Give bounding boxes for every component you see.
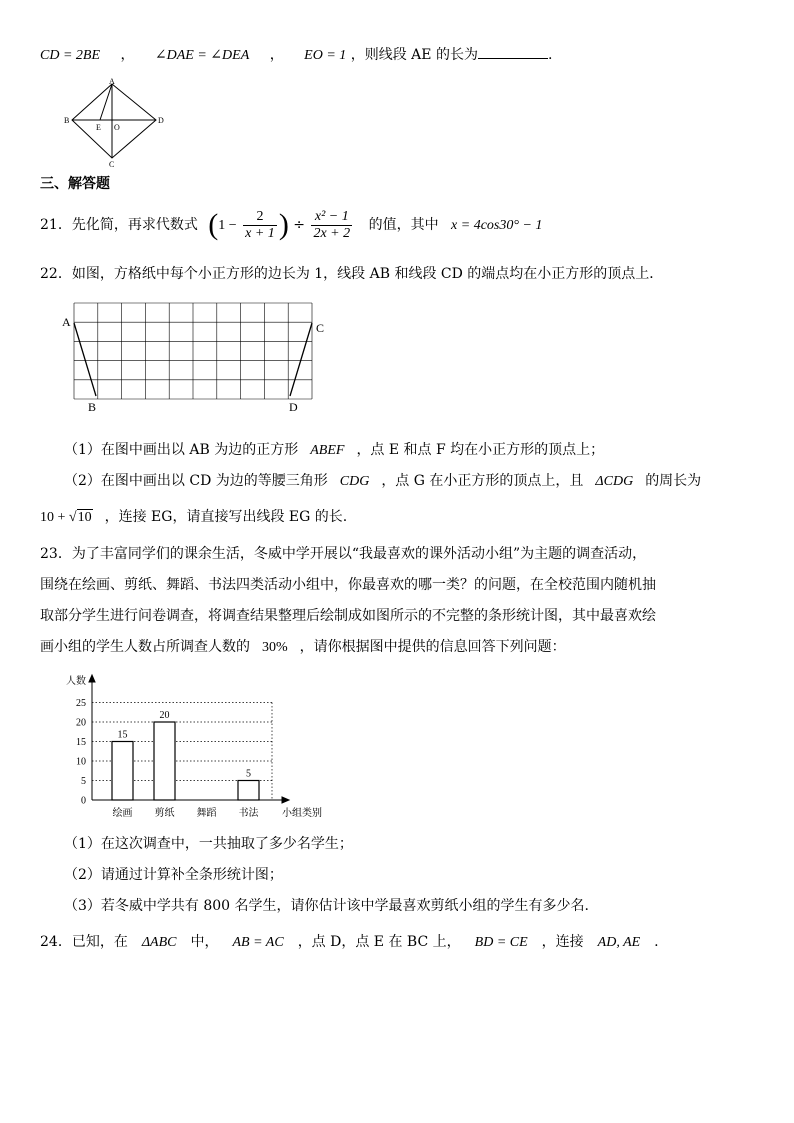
section-heading: 三、解答题 [40,176,110,192]
question-22-stem: 22．如图，方格纸中每个小正方形的边长为 1，线段 AB 和线段 CD 的端点均在小正方形的顶点上． [40,266,664,282]
q20-sep: ， [120,47,135,63]
rhombus-label: A [109,77,115,86]
q21-one-minus: 1 − [218,218,237,233]
rhombus-label: E [96,123,101,132]
bar [238,781,259,801]
q23-part-2: （2）请通过计算补全条形统计图； [64,867,283,883]
x-tick-label: 舞蹈 [196,808,217,819]
q20-condition-line [40,44,552,66]
bar-value-label: 15 [117,729,128,741]
q20-expr-eo: EO = 1 [304,48,347,63]
q23-part-1: （1）在这次调查中，一共抽取了多少名学生； [64,836,353,852]
y-axis-title: 人数 [66,676,86,687]
grid-label: A [62,315,71,329]
y-tick-label: 5 [81,776,86,787]
y-axis-arrow [89,675,95,682]
q21-divide: ÷ [293,217,305,233]
x-tick-label: 绘画 [112,808,133,819]
rhombus-label: D [158,116,164,125]
x-tick-label: 书法 [238,808,259,819]
q23-line-2: 围绕在绘画、剪纸、舞蹈、书法四类活动小组中，你最喜欢的哪一类？的问题，在全校范围内随机抽 [40,577,656,593]
bar [112,742,133,801]
q20-sep: ， [269,47,284,63]
q23-line-4: 画小组的学生人数占所调查人数的 30% ，请你根据图中提供的信息回答下列问题： [40,639,566,655]
question-24: 24．已知，在 ΔABC 中， AB = AC ，点 D，点 E 在 BC 上， BD = CE ，连接 AD, AE . [40,934,659,950]
y-tick-label: 10 [76,756,86,768]
q22-part-1: （1）在图中画出以 AB 为边的正方形 ABEF ，点 E 和点 F 均在小正方形的顶点上； [64,442,605,458]
bar [154,722,175,800]
grid-figure [60,296,340,418]
q21-text: 21．先化简，再求代数式 [40,217,198,233]
rhombus-label: B [64,116,70,125]
question-21: 21．先化简，再求代数式 (1 − $\frac{2}{x + 1}$ ) ÷ $\frac{\text{x² − 1}}{2x + 2}$ 的值，其中 x = 4cos30° − 1 [40,208,543,241]
x-tick-label: 剪纸 [154,808,175,819]
grid-label: B [88,400,97,414]
segment-cd [290,323,312,396]
x-axis-arrow [282,797,289,803]
bar-value-label: 5 [246,768,251,780]
q21-fraction-2: $\frac{\text{x² − 1}}{2x + 2}$ [313,208,351,241]
y-tick-label: 25 [76,698,86,709]
y-tick-label: 15 [76,737,86,748]
q20-expr-angle: ∠DAE = ∠DEA [154,48,250,63]
y-tick-label: 20 [76,717,86,729]
segment-ab [74,323,96,396]
grid-label: D [289,400,298,414]
q22-part-2-cont: 10 + √10 ，连接 EG，请直接写出线段 EG 的长. [40,509,348,525]
q21-text-2: 的值，其中 [368,217,439,233]
q23-part-3: （3）若冬威中学共有 800 名学生，请你估计该中学最喜欢剪纸小组的学生有多少名. [64,898,589,914]
q22-part-2: （2）在图中画出以 CD 为边的等腰三角形 CDG ，点 G 在小正方形的顶点上，且 ΔCDG 的周长为 [64,473,702,489]
grid-label: C [316,321,325,335]
q23-line-1: 23．为了丰富同学们的课余生活，冬威中学开展以“我最喜欢的课外活动小组”为主题的调查活动， [40,546,647,562]
x-axis-title: 小组类别 [282,808,322,819]
bar-chart [60,672,350,820]
q21-fraction-1: $\frac{2}{x + 1}$ [245,208,275,241]
q21-condition: x = 4cos30° − 1 [451,218,543,233]
q20-expr-cd: CD = 2BE [40,48,100,63]
bar-value-label: 20 [159,710,170,721]
q20-text: ，则线段 AE 的长为 [350,47,478,63]
q20-end: . [547,47,553,63]
rhombus-label: C [109,160,115,168]
q23-line-3: 取部分学生进行问卷调查，将调查结果整理后绘制成如图所示的不完整的条形统计图，其中最喜欢绘 [40,608,656,624]
rhombus-label: O [114,123,120,132]
rhombus-figure [60,76,170,168]
y-tick-label: 0 [81,795,86,807]
answer-blank[interactable] [478,44,548,59]
